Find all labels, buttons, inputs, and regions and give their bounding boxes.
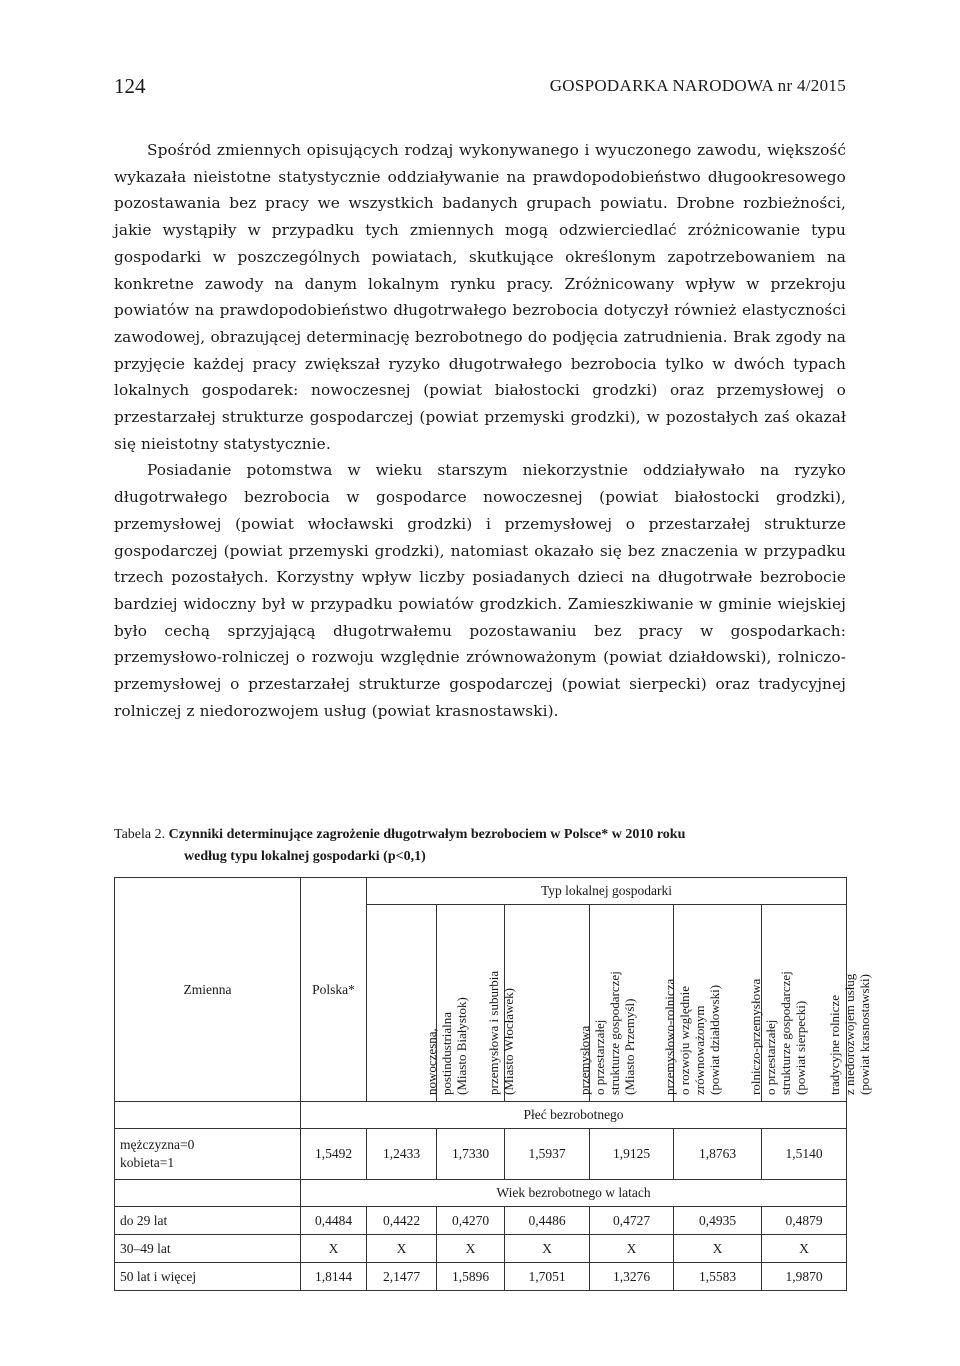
row-label-line: 50 lat i więcej (120, 1268, 197, 1284)
type-header-line: tradycyjne rolnicze (826, 995, 842, 1095)
value-cell: 0,4422 (367, 1207, 437, 1235)
value-cell: 1,7051 (505, 1263, 590, 1291)
type-header-line: (Miasto Włocławek) (500, 988, 516, 1095)
section-spacer (115, 1102, 301, 1129)
type-header-line: (Miasto Białystok) (454, 997, 469, 1095)
value-cell: 1,9870 (762, 1263, 847, 1291)
type-header (437, 905, 516, 1102)
type-header-line: przemysłowa i suburbia (485, 970, 501, 1095)
type-header-line: o rozwoju względnie (676, 985, 692, 1095)
data-table (114, 877, 872, 1291)
value-cell: 1,5140 (762, 1129, 847, 1180)
table-row (115, 1207, 847, 1235)
value-cell: 1,3276 (590, 1263, 674, 1291)
value-cell: X (505, 1235, 590, 1263)
value-cell: 1,2433 (367, 1129, 437, 1180)
type-header (590, 905, 722, 1102)
type-header-line: o przestarzałej (592, 1019, 607, 1095)
value-cell: 1,5896 (437, 1263, 505, 1291)
header-polska: Polska* (301, 878, 367, 1102)
row-label (115, 1263, 301, 1291)
section-title: Płeć bezrobotnego (301, 1102, 847, 1129)
type-header-line: zrównoważonym (691, 1005, 707, 1095)
type-header-line: (Miasto Przemyśl) (622, 998, 637, 1095)
row-label-line: kobieta=1 (120, 1155, 175, 1170)
section-title: Wiek bezrobotnego w latach (301, 1180, 847, 1207)
table-title-line1: Czynniki determinujące zagrożenie długotrwałym bezrobociem w Polsce* w 2010 roku (168, 827, 686, 842)
value-cell: X (301, 1235, 367, 1263)
value-cell: 0,4270 (437, 1207, 505, 1235)
row-label (115, 1129, 301, 1180)
paragraph: Posiadanie potomstwa w wieku starszym niekorzystnie oddziaływało na ryzyko długotrwałego bezrobocia w gospodarce nowoczesnej (powiat białostocki grodzki), przemysłowej (powiat włocławski grodzki) i przemysłowej o przestarzałej strukturze gospodarczej (powiat przemyski grodzki), natomiast okazało się bez znaczenia w przypadku trzech pozostałych. Korzystny wpływ liczby posiadanych dzieci na długotrwałe bezrobocie bardziej widoczny był w przypadku powiatów grodzkich. Zamieszkiwanie w gminie wiejskiej było cechą sprzyjającą długotrwałemu pozostawaniu bez pracy w gospodarkach: przemysłowo-rolniczej o rozwoju względnie zrównoważonym (powiat działdowski), rolniczo-przemysłowej o przestarzałej strukturze gospodarczej (powiat sierpecki) oraz tradycyjnej rolniczej z niedorozwojem usług (powiat krasnostawski). (114, 461, 846, 720)
value-cell: 1,8763 (674, 1129, 762, 1180)
value-cell: 1,8144 (301, 1263, 367, 1291)
value-cell: X (437, 1235, 505, 1263)
type-header (505, 905, 637, 1102)
table-caption (114, 824, 846, 868)
value-cell: 0,4484 (301, 1207, 367, 1235)
type-header (674, 905, 808, 1102)
value-cell: 1,5583 (674, 1263, 762, 1291)
type-header (367, 905, 469, 1102)
value-cell: 1,9125 (590, 1129, 674, 1180)
value-cell: 1,5937 (505, 1129, 590, 1180)
journal-title: GOSPODARKA NARODOWA nr 4/2015 (549, 76, 846, 95)
type-header-line: przemysłowo-rolnicza (661, 978, 677, 1095)
table-body (115, 1102, 847, 1291)
type-header (762, 905, 872, 1102)
type-header-line: z niedorozwojem usług (841, 973, 857, 1095)
header-zmienna: Zmienna (115, 878, 301, 1102)
header-group: Typ lokalnej gospodarki (367, 878, 847, 905)
body-text (114, 137, 846, 724)
table-row (115, 1263, 847, 1291)
value-cell: X (367, 1235, 437, 1263)
paragraph: Spośród zmiennych opisujących rodzaj wykonywanego i wyuczonego zawodu, większość wykazała nieistotne statystycznie oddziaływanie na prawdopodobieństwo długookresowego pozostawania bez pracy we wszystkich badanych grupach powiatu. Drobne rozbieżności, jakie wystąpiły w przypadku tych zmiennych mogą odzwierciedlać zróżnicowanie typu gospodarki w poszczególnych powiatach, skutkujące określonym zapotrzebowaniem na konkretne zawody na danym lokalnym rynku pracy. Zróżnicowany wpływ w przekroju powiatów na prawdopodobieństwo długotrwałego bezrobocia dotyczył również elastyczności zawodowej, obrazującej determinację bezrobotnego do podjęcia zatrudnienia. Brak zgody na przyjęcie każdej pracy zwiększał ryzyko długotrwałego bezrobocia tylko w dwóch typach lokalnych gospodarek: nowoczesnej (powiat białostocki grodzki) oraz przemysłowej o przestarzałej strukturze gospodarczej (powiat przemyski grodzki), w pozostałych zaś okazał się nieistotny statystycznie. (114, 141, 846, 453)
value-cell: 1,7330 (437, 1129, 505, 1180)
value-cell: X (674, 1235, 762, 1263)
section-row (115, 1180, 847, 1207)
type-header-line: postindustrialna (439, 1011, 454, 1095)
value-cell: 1,5492 (301, 1129, 367, 1180)
section-spacer (115, 1180, 301, 1207)
type-header-line: strukturze gospodarczej (607, 971, 622, 1095)
type-header-line: strukturze gospodarczej (777, 971, 793, 1095)
type-header-line: (powiat sierpecki) (792, 1000, 808, 1095)
type-header-line: przemysłowa (577, 1025, 592, 1095)
type-header-line: (powiat krasnostawski) (856, 974, 872, 1095)
row-label-line: 30–49 lat (120, 1240, 171, 1256)
value-cell: 0,4727 (590, 1207, 674, 1235)
value-cell: 0,4935 (674, 1207, 762, 1235)
row-label (115, 1235, 301, 1263)
type-header-line: nowoczesna, (424, 1028, 439, 1095)
value-cell: X (590, 1235, 674, 1263)
table-title-line2: według typu lokalnej gospodarki (p<0,1) (184, 849, 426, 864)
table-row (115, 1235, 847, 1263)
row-label-line: mężczyzna=0 (120, 1137, 195, 1152)
page-number: 124 (114, 74, 146, 98)
value-cell: 2,1477 (367, 1263, 437, 1291)
type-header-line: rolniczo-przemysłowa (747, 978, 763, 1095)
type-header-line: (powiat działdowski) (706, 984, 722, 1095)
table-row (115, 1129, 847, 1180)
page-header (114, 74, 846, 102)
section-row (115, 1102, 847, 1129)
value-cell: X (762, 1235, 847, 1263)
row-label (115, 1207, 301, 1235)
value-cell: 0,4486 (505, 1207, 590, 1235)
value-cell: 0,4879 (762, 1207, 847, 1235)
table-label: Tabela 2. (114, 827, 166, 842)
type-header-line: o przestarzałej (762, 1019, 778, 1095)
row-label-line: do 29 lat (120, 1212, 168, 1228)
